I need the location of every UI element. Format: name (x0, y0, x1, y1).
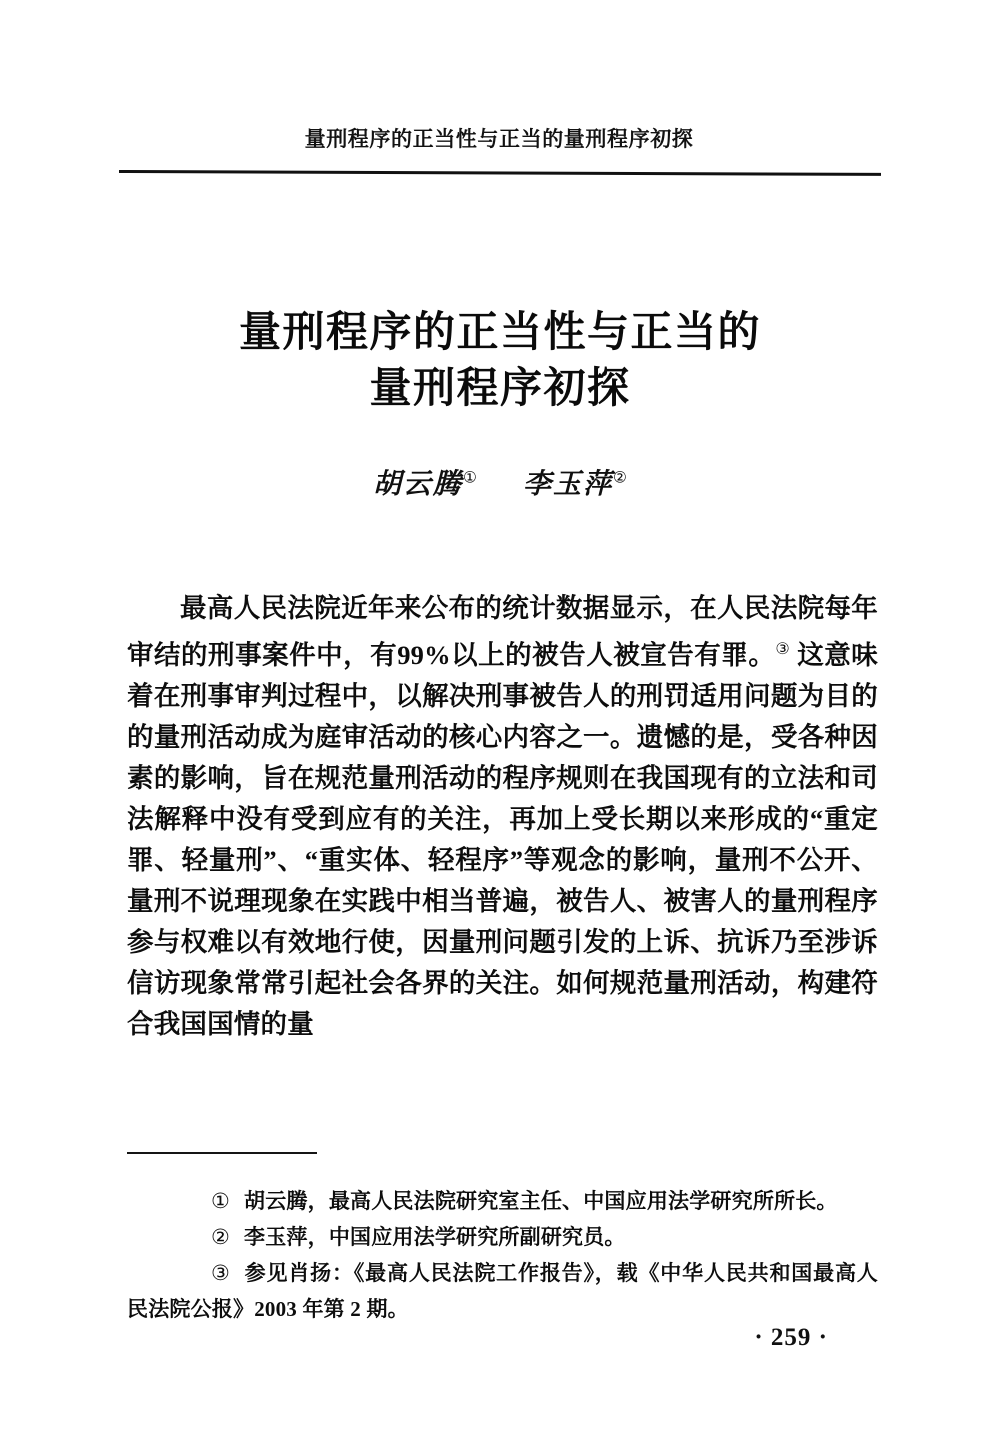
footnote-item (127, 1219, 878, 1255)
author-2-note-marker: ② (613, 469, 628, 487)
body-text-part-2: 这意味着在刑事审判过程中，以解决刑事被告人的刑罚适用问题为目的的量刑活动成为庭审活动的核心内容之一。遗憾的是，受各种因素的影响，旨在规范量刑活动的程序规则在我国现有的立法和司法解释中没有受到应有的关注，再加上受长期以来形成的“重定罪、轻量刑”、“重实体、轻程序”等观念的影响，量刑不公开、量刑不说理现象在实践中相当普遍，被告人、被害人的量刑程序参与权难以有效地行使，因量刑问题引发的上诉、抗诉乃至涉诉信访现象常常引起社会各界的关注。如何规范量刑活动，构建符合我国国情的量 (127, 639, 878, 1039)
body-footnote-marker: ③ (775, 641, 791, 658)
footnote-item (127, 1255, 878, 1327)
page-number: · 259 · (754, 1324, 828, 1351)
body-text-part-1: 最高人民法院近年来公布的统计数据显示，在人民法院每年审结的刑事案件中，有99%以上的被告人被宣告有罪。 (127, 593, 878, 670)
footnote-item (127, 1183, 878, 1219)
footnote-marker: ② (211, 1225, 231, 1249)
body-paragraph (127, 588, 878, 1045)
footnote-list (127, 1183, 878, 1327)
footnote-marker: ① (211, 1189, 231, 1213)
footnote-text: 李玉萍，中国应用法学研究所副研究员。 (244, 1225, 626, 1249)
author-2 (523, 462, 627, 502)
author-1-name: 胡云腾 (372, 469, 463, 500)
article-title (118, 306, 882, 418)
footnote-marker: ③ (211, 1261, 231, 1285)
running-header: 量刑程序的正当性与正当的量刑程序初探 (304, 127, 694, 151)
footnote-separator-rule (127, 1152, 317, 1154)
author-2-name: 李玉萍 (523, 469, 614, 500)
footnote-text: 参见肖扬：《最高人民法院工作报告》，载《中华人民共和国最高人民法院公报》2003 年第 2 期。 (127, 1261, 878, 1321)
footnote-text: 胡云腾，最高人民法院研究室主任、中国应用法学研究所所长。 (244, 1189, 838, 1213)
author-1 (373, 462, 477, 502)
author-byline (118, 462, 882, 502)
title-line-2: 量刑程序初探 (369, 365, 631, 412)
header-rule (119, 170, 881, 176)
author-1-note-marker: ① (462, 469, 477, 487)
title-line-1: 量刑程序的正当性与正当的 (238, 310, 761, 356)
